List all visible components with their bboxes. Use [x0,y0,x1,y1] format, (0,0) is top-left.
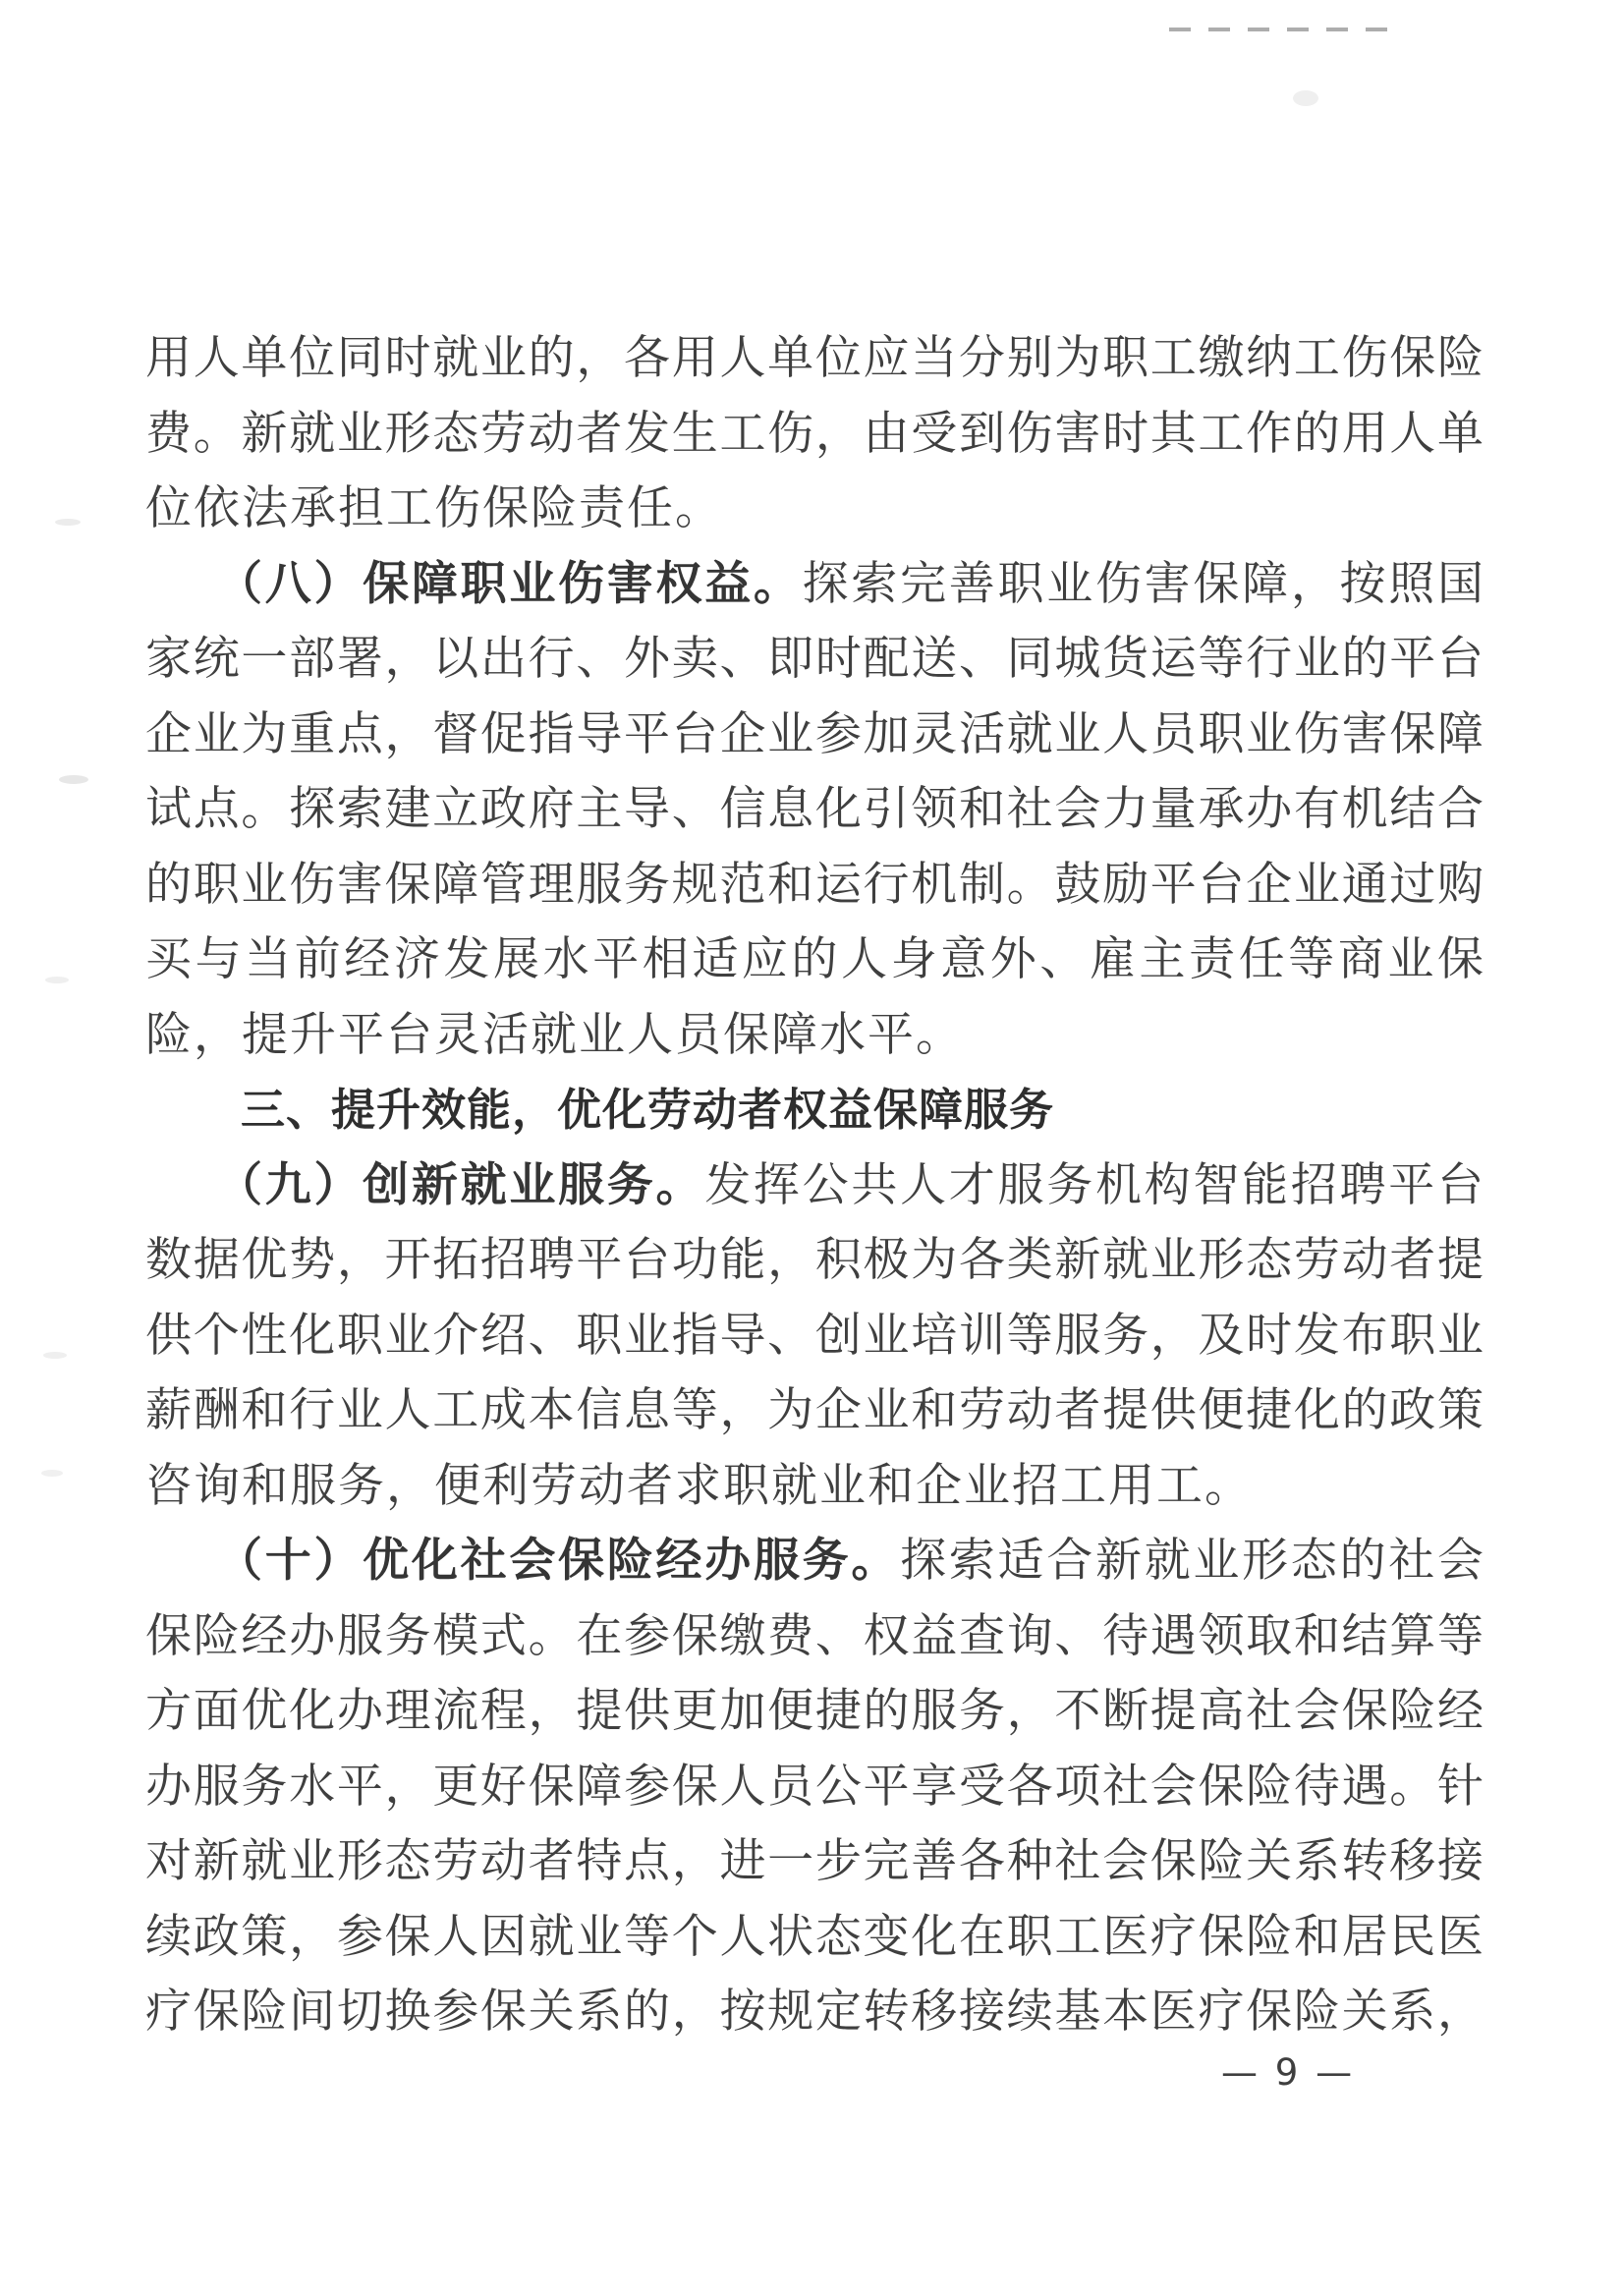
clause-text: 发挥公共人才服务机构智能招聘平台 [704,1157,1484,1212]
document-line: 疗保险间切换参保关系的，按规定转移接续基本医疗保险关系， [145,1985,1484,2039]
scan-smudge [59,775,88,784]
document-line: 办服务水平，更好保障参保人员公平享受各项社会保险待遇。针 [145,1759,1484,1814]
document-line: 企业为重点，督促指导平台企业参加灵活就业人员职业伤害保障 [145,706,1484,761]
document-line: 用人单位同时就业的，各用人单位应当分别为职工缴纳工伤保险 [145,331,1484,385]
document-line: 的职业伤害保障管理服务规范和运行机制。鼓励平台企业通过购 [145,857,1484,912]
page-number: — 9 — [1221,2051,1356,2094]
document-line: 位依法承担工伤保险责任。 [145,481,723,535]
document-line: 咨询和服务，便利劳动者求职就业和企业招工用工。 [145,1458,1253,1513]
document-line: 试点。探索建立政府主导、信息化引领和社会力量承办有机结合 [145,782,1484,836]
scan-smudge [1293,90,1318,106]
document-line: 家统一部署，以出行、外卖、即时配送、同城货运等行业的平台 [145,632,1484,686]
document-line: 对新就业形态劳动者特点，进一步完善各种社会保险关系转移接 [145,1834,1484,1888]
document-line: 费。新就业形态劳动者发生工伤，由受到伤害时其工作的用人单 [145,406,1484,461]
document-line: 供个性化职业介绍、职业指导、创业培训等服务，及时发布职业 [145,1308,1484,1363]
clause-title: （九）创新就业服务。 [216,1157,705,1212]
document-line: 薪酬和行业人工成本信息等，为企业和劳动者提供便捷化的政策 [145,1383,1484,1437]
scan-smudge [41,1470,63,1477]
clause-title: （八）保障职业伤害权益。 [216,556,803,611]
document-line: 保险经办服务模式。在参保缴费、权益查询、待遇领取和结算等 [145,1608,1484,1663]
clause-lead-line [145,547,1484,623]
clause-text: 探索适合新就业形态的社会 [900,1534,1484,1588]
document-line: 续政策，参保人因就业等个人状态变化在职工医疗保险和居民医 [145,1909,1484,1964]
document-text-block [145,321,1484,2050]
clause-title: （十）优化社会保险经办服务。 [216,1534,901,1588]
document-line: 数据优势，开拓招聘平台功能，积极为各类新就业形态劳动者提 [145,1233,1484,1287]
scan-smudge [45,977,69,983]
clause-text: 探索完善职业伤害保障，按照国 [802,556,1484,611]
section-heading: 三、提升效能，优化劳动者权益保障服务 [241,1084,1055,1136]
clause-lead-line [145,1524,1484,1599]
scan-smudge [55,519,81,526]
document-line: 方面优化办理流程，提供更加便捷的服务，不断提高社会保险经 [145,1684,1484,1738]
document-line: 险，提升平台灵活就业人员保障水平。 [145,1007,964,1062]
scan-edge-artifact [1169,28,1405,31]
document-line: 买与当前经济发展水平相适应的人身意外、雇主责任等商业保 [145,932,1484,986]
scan-smudge [43,1352,67,1359]
clause-lead-line [145,1148,1484,1224]
